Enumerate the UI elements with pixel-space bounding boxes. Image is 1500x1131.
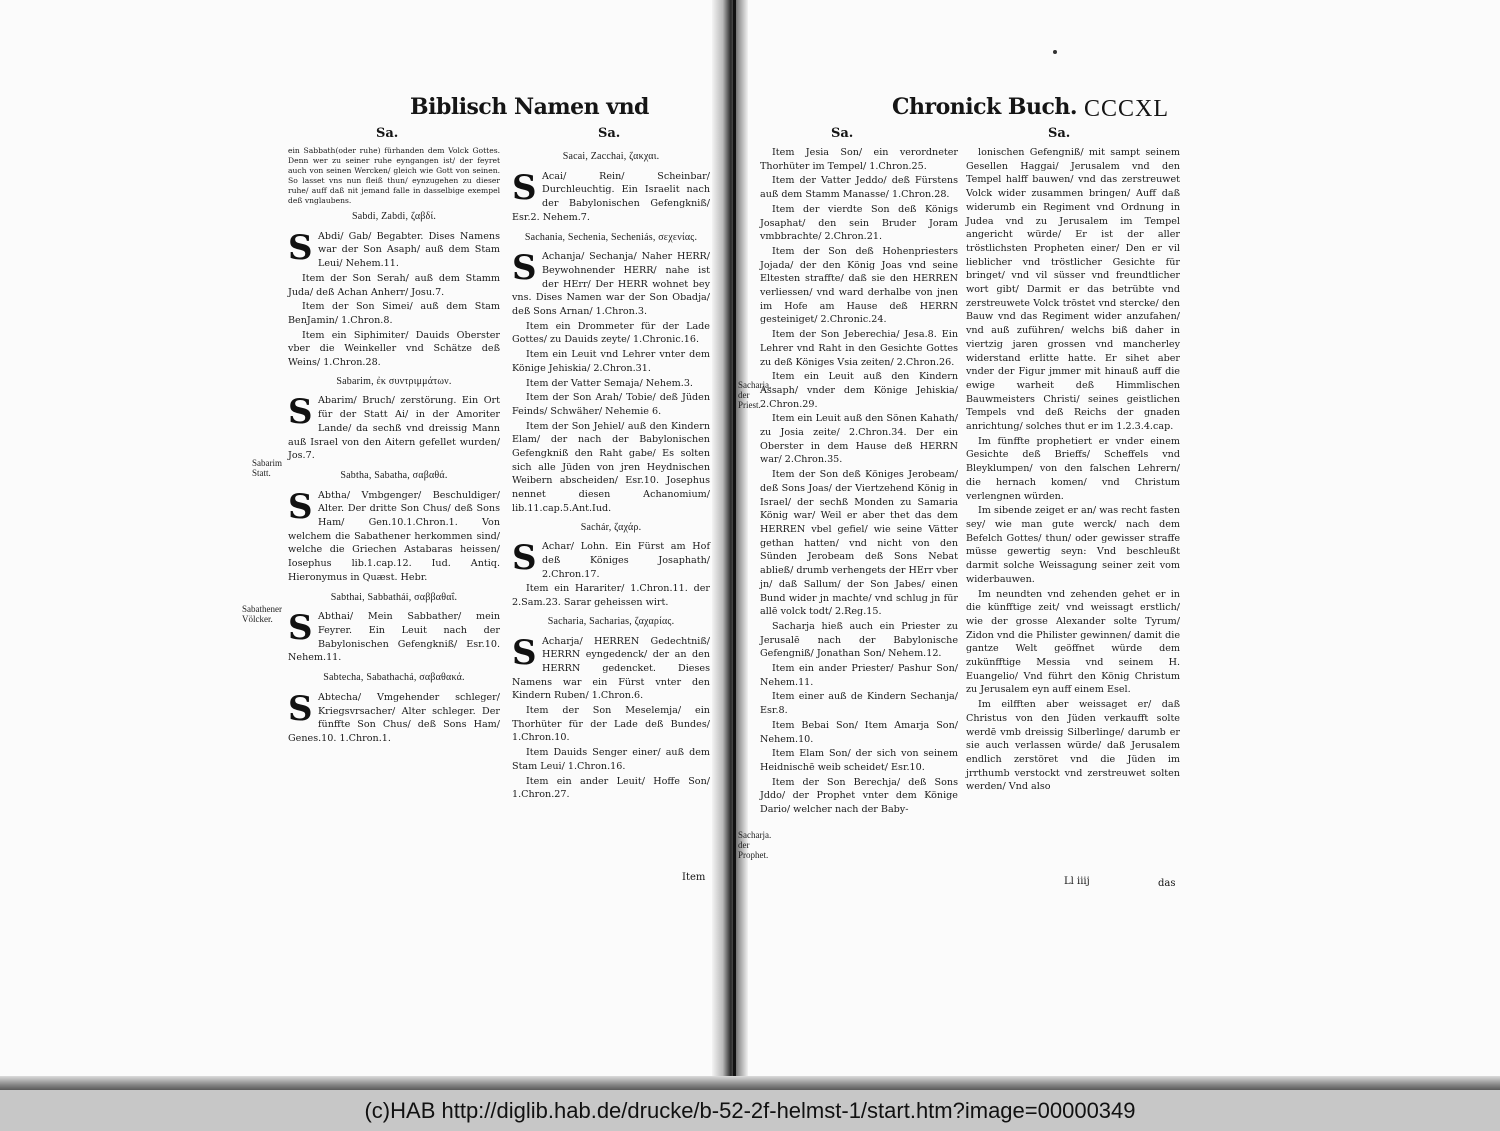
text-paragraph: Item der Son deß Königes Jerobeam/ deß Sons Joas/ der Viertzehend König in Israel/ der sechß Monden zu Samaria König war/ Weil er aber thet das dem HERREN vbel gefiel/ wie seine Vätter gethan hatten/ vnd nicht von den Sünden Jerobeam deß Sons Nebat abließ/ drumb verhengets der HErr vber jn/ daß Sallum/ der Son Jabes/ einen Bund wider jn machte/ vnd schlug jn für allē volck todt/ 2.Reg.15. <box>760 469 958 618</box>
dictionary-entry <box>512 150 710 226</box>
text-paragraph: Item der Vatter Jeddo/ deß Fürstens auß dem Stamm Manasse/ 1.Chron.28. <box>760 175 958 201</box>
col4-paragraphs <box>966 146 1180 794</box>
text-paragraph: Item der Son deß Hohenpriesters Jojada/ der den König Joas vnd seine Eltesten straffte/ daß sie den HERREN verliessen/ vnd ward derhalbe von jnen im Hofe am Hause deß HERRN gesteiniget/ 2.Chronic.24. <box>760 245 958 326</box>
dictionary-entry <box>512 521 710 610</box>
entry-body <box>288 394 500 463</box>
decorated-initial: S <box>288 227 313 268</box>
entry-text: Abarim/ Bruch/ zerstörung. Ein Ort für der Statt Ai/ in der Amoriter Lande/ da sechß vnd dreissig Mann auß Israel von den Aitern gefellet wurden/ Jos.7. <box>288 395 500 462</box>
speck <box>1053 50 1057 54</box>
entry-text: Acharja/ HERREN Gedechtniß/ HERRN eyngedenck/ der an den HERRN gedencket. Dieses Namens war ein Fürst vnter den Kindern Ruben/ 1.Chron.6. <box>512 635 710 702</box>
entry-item: Item der Vatter Semaja/ Nehem.3. <box>526 377 693 389</box>
text-paragraph: Item der Son Jeberechia/ Jesa.8. Ein Lehrer vnd Raht in den Gesichte Gottes zu deß Königes Vsia zeiten/ 2.Chron.26. <box>760 329 958 368</box>
text-paragraph: Sacharja hieß auch ein Priester zu Jerusalē nach der Babylonische Gefengniß/ Jonathan Son/ Nehem.12. <box>760 620 958 660</box>
text-paragraph: Item Elam Son/ der sich von seinem Heidnischē weib scheidet/ Esr.10. <box>760 748 958 773</box>
decorated-initial: S <box>512 632 537 673</box>
entry-item: Item der Son Arah/ Tobie/ deß Jüden Feinds/ Schwäher/ Nehemie 6. <box>512 392 710 417</box>
entry-title: Sabthai, Sabbathái, σαββαθαΐ. <box>330 591 458 603</box>
dictionary-entry <box>288 591 500 667</box>
margin-note-sabathener: Sabathener Völcker. <box>242 604 282 624</box>
text-paragraph: Item Bebai Son/ Item Amarja Son/ Nehem.10. <box>760 719 958 745</box>
right-running-head: Chronick Buch. <box>892 94 1078 120</box>
text-paragraph: Item ein ander Priester/ Pashur Son/ Nehem.11. <box>760 663 958 688</box>
text-paragraph: Item ein Leuit auß den Sönen Kahath/ zu Josia zeite/ 2.Chron.34. Der ein Oberster in dem Hause deß HERRN war/ 2.Chron.35. <box>760 413 958 466</box>
folio-number: CCCXL <box>1084 96 1170 122</box>
col2-entries <box>512 150 710 802</box>
entry-text: Abtha/ Vmbgenger/ Beschuldiger/ Alter. Der dritte Son Chus/ deß Sons Ham/ Gen.10.1.Chron.1. Von welchem die Sabathener herkommen sind/ welche die Griechen Astabaras heissen/ Iosephus lib.1.cap.12. Iud. Antiq. Hieronymus in Quæst. Hebr. <box>288 489 500 583</box>
entry-item: Item der Son Meselemja/ ein Thorhüter für der Lade deß Bundes/ 1.Chron.10. <box>512 705 710 744</box>
entry-title: Sachár, ζαχάρ. <box>580 521 642 533</box>
col1-intro: ein Sabbath(oder ruhe) fürhanden dem Volck Gottes. Denn wer zu seiner ruhe eyngangen ist/ der feyret auch von seinen Wercken/ gleich wie Gott von seinen. So lasset vns nun fleiß thun/ eynzugehen zu dieser ruhe/ auff daß nit jemand falle in dasselbige exempel deß vnglaubens. <box>288 146 500 205</box>
dictionary-entry <box>288 375 500 464</box>
dictionary-entry <box>288 210 500 370</box>
text-paragraph: Im neundten vnd zehenden gehet er in die künfftige zeit/ vnd weissagt erstlich/ wie der grosse Alexander solte Tyrum/ Zidon vnd die Philister gewinnen/ damit die gantze Welt geöffnet würde dem zukünfftige Messia vnd seinem H. Euangelio/ Vnd führt den König Christum zu Jerusalem eyn auff einem Esel. <box>966 588 1180 696</box>
decorated-initial: S <box>288 392 313 433</box>
left-column-1 <box>288 146 500 752</box>
right-catchword: das <box>1158 878 1176 889</box>
dictionary-entry <box>512 615 710 802</box>
entry-title: Sabarim, ἐκ συντριμμάτων. <box>336 375 452 387</box>
left-catchword: Item <box>682 872 706 883</box>
col1-entries <box>288 210 500 747</box>
left-column-2 <box>512 146 710 807</box>
col3-paragraphs <box>760 146 958 817</box>
entry-body <box>512 540 710 581</box>
text-paragraph: Im fünffte prophetiert er vnder einem Gesichte deß Brieffs/ Scheffels vnd Bleyklumpen/ von den falschen Lehrern/ die hernach komen/ vnd Christum verlengnen würden. <box>966 435 1180 502</box>
left-col1-head: Sa. <box>376 126 399 141</box>
entry-text: Achar/ Lohn. Ein Fürst am Hof deß Königes Josaphath/ 2.Chron.17. <box>542 541 710 580</box>
text-paragraph: lonischen Gefengniß/ mit sampt seinem Gesellen Haggai/ Jerusalem vnd den Tempel halff bauwen/ vnd das zerstreuwet Volck wider zusammen bringen/ Auff daß widerumb ein Regiment vnd Ordnung in Judea vnd zu Jerusalem im Tempel angericht würde/ Er ist der aller tröstlichsten Propheten einer/ Den er vil lieblicher vnd tröstlicher Gesichte für bringet/ vnd vil süsser vnd freundtlicher wort gibt/ Darmit er das betrübte vnd zerstreuwete Volck trōstet vnd stercke/ den Bauw vnd das Regiment wider anzufahen/ vnd auß zuführen/ welchs biß daher in viertzig jaren grossen vnd mancherley widerstand erlitte hatte. Er sihet aber vnder der Figur jmmer mit hinauß auff die ewige warheit deß Himmlischen Bauwmeisters Christi/ seines geistlichen Tempels vnd deß Reichs der gnaden anrichtung/ solches thut er im 1.2.3.4.cap. <box>966 147 1180 433</box>
entry-item: Item der Son Jehiel/ auß den Kindern Elam/ der nach der Babylonischen Gefengkniß den Raht gabe/ Es solten sich alle Jüden von jren Heydnischen Weibern abscheiden/ Esr.10. Josephus nennet diesen Achanomium/ lib.11.cap.5.Ant.Iud. <box>512 420 710 514</box>
text-paragraph: Item der Son Berechja/ deß Sons Jddo/ der Prophet vnter dem Könige Dario/ welcher nach der Baby- <box>760 776 958 816</box>
entry-item: Item ein ander Leuit/ Hoffe Son/ 1.Chron.27. <box>512 775 710 801</box>
entry-body <box>288 486 500 585</box>
decorated-initial: S <box>512 167 537 208</box>
entry-title: Sabdi, Zabdi, ζαβδί. <box>351 211 437 222</box>
decorated-initial: S <box>512 538 537 579</box>
book-spine <box>712 0 748 1090</box>
right-column-4 <box>966 146 1180 795</box>
entry-item: Item ein Harariter/ 1.Chron.11. der 2.Sam.23. Sarar geheissen wirt. <box>512 583 710 609</box>
copyright-url-text: (c)HAB http://diglib.hab.de/drucke/b-52-2f-helmst-1/start.htm?image=00000349 <box>364 1097 1136 1123</box>
entry-body <box>512 632 710 704</box>
text-paragraph: Im eilfften aber weissaget er/ daß Christus von den Jüden verkaufft solte werdē vmb dreissig Silberlinge/ darumb er sie auch verlassen würde/ daß Jerusalem endlich zerstöret vnd die Jüden im jrrthumb verstockt vnd zerstreuwet solten werden/ Vnd also <box>966 699 1180 793</box>
entry-title: Sacharia, Sacharias, ζαχαρίας. <box>547 615 675 627</box>
text-paragraph: Item einer auß de Kindern Sechanja/ Esr.8. <box>760 691 958 717</box>
entry-text: Achanja/ Sechanja/ Naher HERR/ Beywohnender HERR/ nahe ist der HErr/ Der HERR wohnet bey vns. Dises Namen war der Son Obadja/ deß Sons Arnan/ 1.Chron.3. <box>512 251 710 318</box>
text-paragraph: Item ein Leuit auß den Kindern Assaph/ vnder dem Könige Jehiskia/ 2.Chron.29. <box>760 371 958 410</box>
dictionary-entry <box>288 671 500 747</box>
entry-item: Item ein Siphimiter/ Dauids Oberster vber die Weinkeller vnd Schätze deß Weins/ 1.Chron.28. <box>288 329 500 369</box>
left-running-head: Biblisch Namen vnd <box>410 94 649 120</box>
scan-bottom-edge <box>0 1076 1500 1090</box>
decorated-initial: S <box>288 608 313 649</box>
entry-title: Sachania, Sechenia, Secheniás, σεχενίας. <box>524 231 698 243</box>
decorated-initial: S <box>288 688 313 729</box>
copyright-footer <box>0 1090 1500 1131</box>
signature-mark: Ll iiij <box>1064 876 1090 887</box>
entry-item: Item der Son Simei/ auß dem Stam BenJamin/ 1.Chron.8. <box>288 301 500 326</box>
entry-item: Item ein Drommeter für der Lade Gottes/ zu Dauids zeyte/ 1.Chronic.16. <box>512 320 710 346</box>
entry-text: Abthai/ Mein Sabbather/ mein Feyrer. Ein Leuit nach der Babylonischen Gefengkniß/ Esr.10. Nehem.11. <box>288 611 500 664</box>
right-column-3 <box>760 146 958 818</box>
entry-item: Item Dauids Senger einer/ auß dem Stam Leui/ 1.Chron.16. <box>512 747 710 772</box>
entry-body <box>512 167 710 225</box>
right-col3-head: Sa. <box>831 126 854 141</box>
text-paragraph: Item der vierdte Son deß Königs Josaphat/ den sein Bruder Joram vmbbrachte/ 2.Chron.21. <box>760 203 958 243</box>
entry-body <box>288 227 500 271</box>
entry-body <box>288 688 500 746</box>
margin-note-priest: Sacharja. der Priest. <box>738 380 772 410</box>
right-col4-head: Sa. <box>1048 126 1071 141</box>
entry-item: Item der Son Serah/ auß dem Stamm Juda/ deß Achan Anherr/ Josu.7. <box>288 272 500 298</box>
entry-title: Sabtecha, Sabathachá, σαβαθακά. <box>323 672 465 684</box>
left-col2-head: Sa. <box>598 126 621 141</box>
entry-item: Item ein Leuit vnd Lehrer vnter dem Könige Jehiskia/ 2.Chron.31. <box>512 349 710 374</box>
margin-note-sabarim: Sabarim Statt. <box>252 458 282 478</box>
text-paragraph: Item Jesia Son/ ein verordneter Thorhüter im Tempel/ 1.Chron.25. <box>760 147 958 172</box>
decorated-initial: S <box>512 248 537 289</box>
entry-title: Sabtha, Sabatha, σαβαθά. <box>340 469 448 481</box>
dictionary-entry <box>288 469 500 586</box>
entry-body <box>512 250 710 319</box>
entry-text: Abdi/ Gab/ Begabter. Dises Namens war der Son Asaph/ auß dem Stam Leui/ Nehem.11. <box>318 230 500 270</box>
entry-text: Abtecha/ Vmgehender schleger/ Kriegsvrsacher/ Alter schleger. Der fünffte Son Chus/ deß Sons Ham/ Genes.10. 1.Chron.1. <box>288 691 500 744</box>
margin-note-prophet: Sacharja. der Prophet. <box>738 830 772 860</box>
entry-title: Sacai, Zacchai, ζακχαι. <box>562 151 660 162</box>
entry-text: Acai/ Rein/ Scheinbar/ Durchleuchtig. Ein Israelit nach der Babylonischen Gefengkniß/ Esr.2. Nehem.7. <box>512 170 710 223</box>
dictionary-entry <box>512 231 710 516</box>
text-paragraph: Im sibende zeiget er an/ was recht fasten sey/ wie man gute werck/ nach dem Befelch Gottes/ thun/ oder gewisser straffe müsse gewertig seyn: Vnd beschleußt darmit solche Weissagung seiner zeit vom widerbauwen. <box>966 505 1180 585</box>
entry-body <box>288 610 500 665</box>
decorated-initial: S <box>288 486 313 527</box>
spine-fold-line <box>733 0 736 1076</box>
